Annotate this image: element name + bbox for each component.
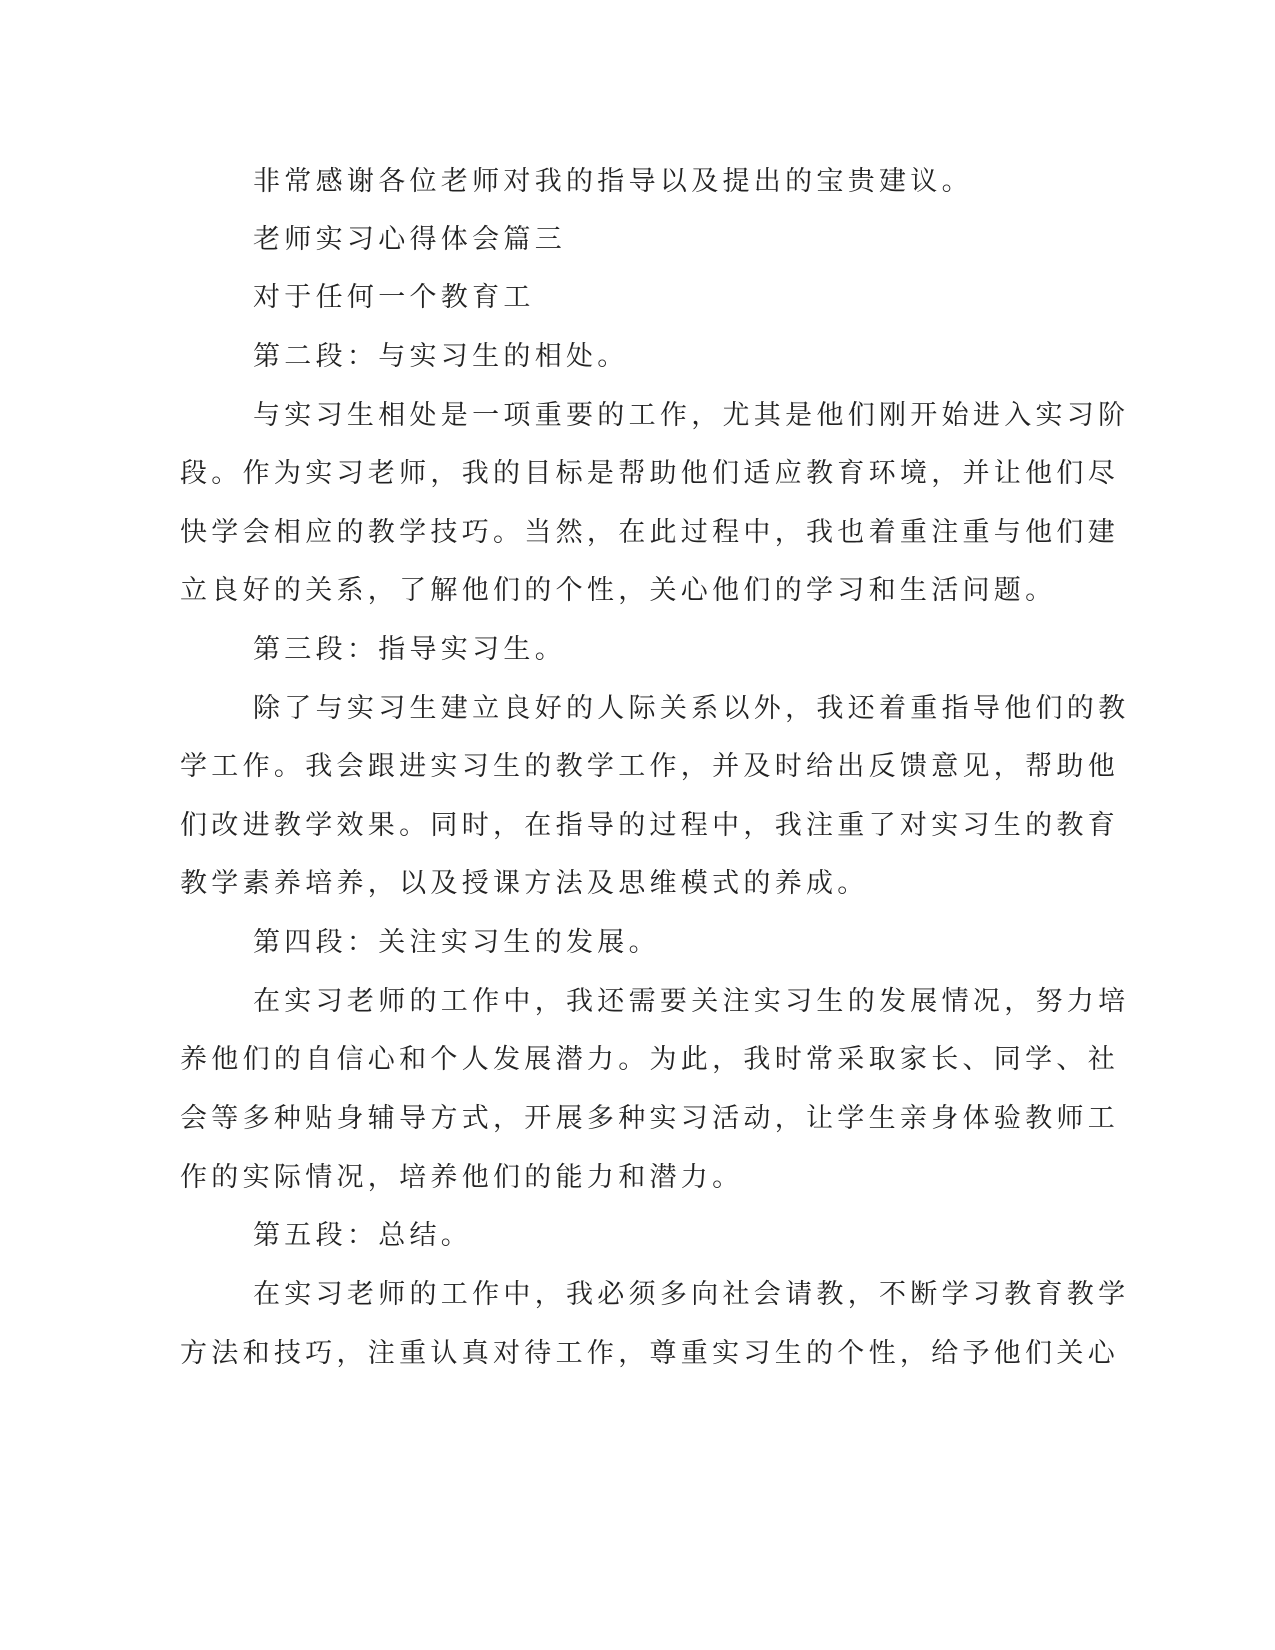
text-line: 作的实际情况，培养他们的能力和潜力。	[180, 1162, 744, 1193]
text-line: 快学会相应的教学技巧。当然，在此过程中，我也着重注重与他们建	[180, 517, 1119, 548]
section-title: 老师实习心得体会篇三	[253, 224, 566, 255]
text-line: 们改进教学效果。同时，在指导的过程中，我注重了对实习生的教育	[180, 810, 1119, 841]
text-line: 除了与实习生建立良好的人际关系以外，我还着重指导他们的教	[253, 693, 1130, 724]
paragraph-heading: 第二段：与实习生的相处。	[253, 341, 629, 372]
text-line: 在实习老师的工作中，我还需要关注实习生的发展情况，努力培	[253, 986, 1130, 1017]
text-line: 会等多种贴身辅导方式，开展多种实习活动，让学生亲身体验教师工	[180, 1103, 1119, 1134]
text-line: 在实习老师的工作中，我必须多向社会请教，不断学习教育教学	[253, 1279, 1130, 1310]
text-line: 与实习生相处是一项重要的工作，尤其是他们刚开始进入实习阶	[253, 400, 1130, 431]
text-line: 养他们的自信心和个人发展潜力。为此，我时常采取家长、同学、社	[180, 1044, 1119, 1075]
text-line: 教学素养培养，以及授课方法及思维模式的养成。	[180, 868, 869, 899]
text-line: 非常感谢各位老师对我的指导以及提出的宝贵建议。	[253, 166, 973, 197]
text-line: 立良好的关系，了解他们的个性，关心他们的学习和生活问题。	[180, 575, 1057, 606]
text-line: 对于任何一个教育工	[253, 282, 535, 313]
paragraph-heading: 第三段：指导实习生。	[253, 634, 566, 665]
text-line: 学工作。我会跟进实习生的教学工作，并及时给出反馈意见，帮助他	[180, 751, 1119, 782]
text-line: 方法和技巧，注重认真对待工作，尊重实习生的个性，给予他们关心	[180, 1338, 1119, 1369]
paragraph-heading: 第五段：总结。	[253, 1220, 473, 1251]
paragraph-heading: 第四段：关注实习生的发展。	[253, 927, 660, 958]
text-line: 段。作为实习老师，我的目标是帮助他们适应教育环境，并让他们尽	[180, 458, 1119, 489]
